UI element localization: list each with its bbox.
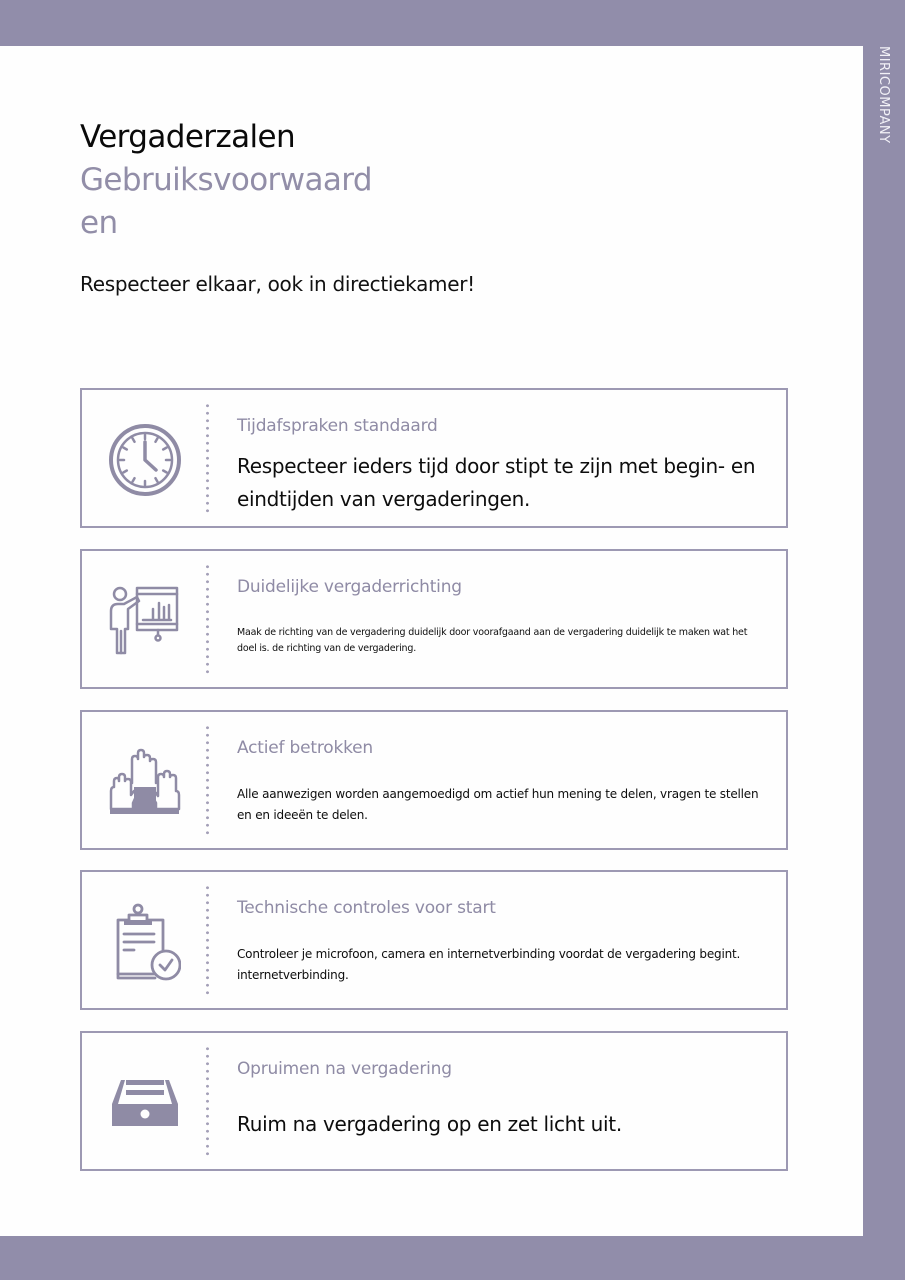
rule-card-cleanup	[80, 1031, 788, 1171]
dotted-divider	[206, 402, 209, 516]
title-line-2: Gebruiksvoorwaarden	[80, 162, 372, 241]
rule-body: Maak de richting van de vergadering duidelijk door voorafgaand aan de vergadering duidelijk te maken wat het doel is. de richting van de vergadering.	[237, 627, 748, 654]
dotted-divider	[206, 724, 209, 838]
rule-body: Alle aanwezigen worden aangemoedigd om actief hun mening te delen, vragen te stellen en en ideeën te delen.	[237, 787, 759, 822]
dotted-divider	[206, 563, 209, 677]
dotted-divider	[206, 884, 209, 998]
clock-icon	[102, 420, 188, 500]
rule-heading: Tijdafspraken standaard	[237, 416, 438, 436]
rule-body: Respecteer ieders tijd door stipt te zijn met begin- en eindtijden van vergaderingen.	[237, 454, 756, 511]
page-title	[80, 116, 440, 245]
dotted-divider	[206, 1045, 209, 1159]
drawer-icon	[102, 1063, 188, 1143]
brand-side-label: MIRICOMPANY	[876, 46, 891, 144]
rule-card-engaged	[80, 710, 788, 850]
page-subtitle: Respecteer elkaar, ook in directiekamer!	[80, 272, 475, 296]
clipboard-check-icon	[102, 902, 188, 982]
rule-card-time	[80, 388, 788, 528]
rule-heading: Technische controles voor start	[237, 898, 496, 918]
rule-body: Ruim na vergadering op en zet licht uit.	[237, 1112, 622, 1136]
rule-card-direction	[80, 549, 788, 689]
rule-body: Controleer je microfoon, camera en internetverbinding voordat de vergadering begint. internetverbinding.	[237, 947, 741, 982]
rule-heading: Duidelijke vergaderrichting	[237, 577, 462, 597]
presenter-chart-icon	[102, 581, 188, 661]
rule-card-technical	[80, 870, 788, 1010]
raised-hands-icon	[102, 742, 188, 822]
rule-heading: Actief betrokken	[237, 738, 373, 758]
rule-heading: Opruimen na vergadering	[237, 1059, 452, 1079]
title-line-1: Vergaderzalen	[80, 119, 296, 155]
